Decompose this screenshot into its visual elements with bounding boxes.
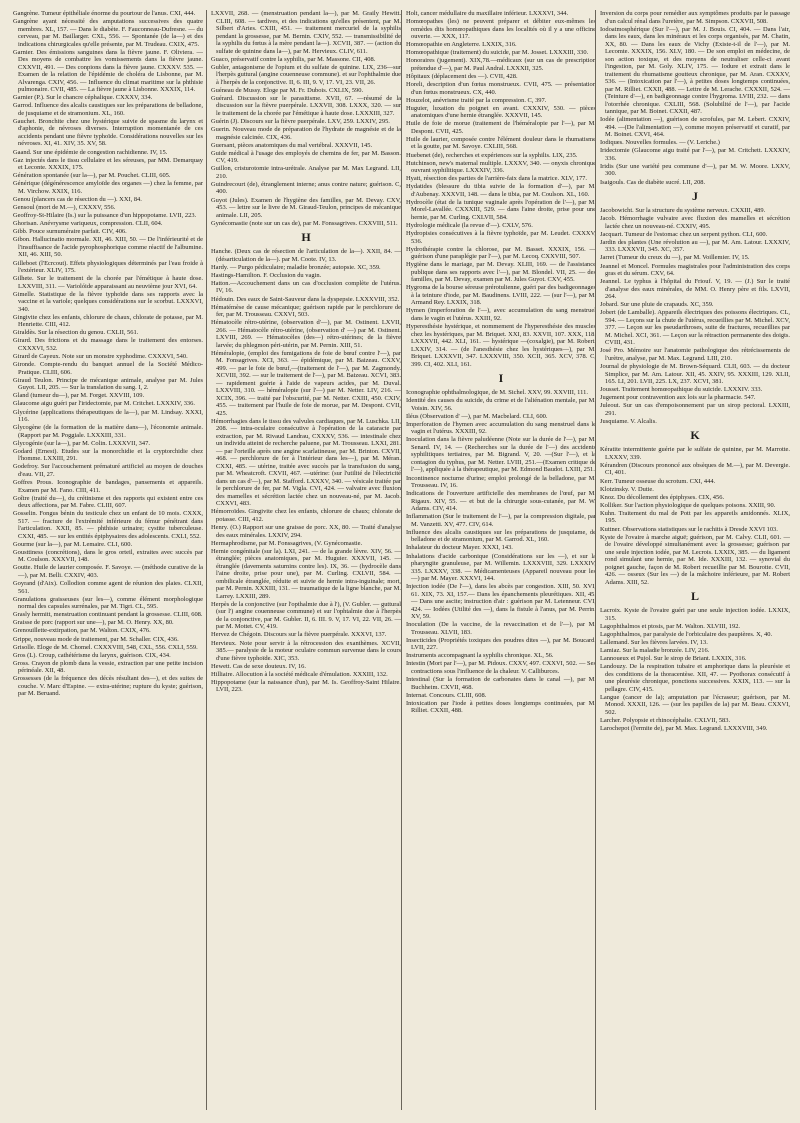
index-entry: Hardy. — Purgo pédiculaire; maladie bronzée; autopsie. XC, 359. — [211, 263, 381, 271]
index-entry: Huebenet (de), recherches et expériences sur la syphilis. LIX, 235. — [406, 151, 578, 159]
section-letter: L — [690, 589, 699, 604]
index-entry: Garnier (P.). Sur le chancre céphalique. CXXXV, 334. — [13, 94, 153, 102]
index-entry: Grossesses (de la fréquence des décès résultant des—), et des suites de couche. V. Marc d'Espine. — extra-utérine; rupture du kyste; guérison, par M. Beruand. — [13, 675, 203, 698]
index-entry: Homœopathique (traitement) du suicide, par M. Josset. LXXXIII, 330. — [406, 49, 589, 57]
index-entry: Gironde. Compte-rendu du banquet annuel de la Société Médico-Pratique. CLIII, 606. — [13, 361, 203, 376]
index-entry: Grippe, nouveau mode de traitement, par M. Schaller. CIX, 436. — [13, 635, 179, 643]
index-entry: Ghorisan. Anévrysme variqueux, compression. CLII, 604. — [13, 220, 163, 228]
index-entry: Larcher. Polyopsie et rhinocéphalie. CXLVII, 583. — [600, 716, 731, 724]
index-entry: Houzelot, anévrisme traité par la compression. C, 397. — [406, 96, 547, 104]
index-entry: Inoculation dans la fièvre paludéenne (Note sur la durée de l'—), par M. Senard. IV, 14. — (Recherches sur la durée de l'—) des accidents syphilitiques tertiaires, par M. Bigrand. V, 20. —(Sur l'—), et la contagion du typhus, par M. Netter. LVIII, 251.—(Examen critique de l'—), appliquée à la thérapeutique, par M. Edmond Baudot. LXIII, 251. — [406, 436, 596, 474]
index-entry: Hilliaire. Allocution à la société médicale d'émulation. XXXIII, 132. — [211, 670, 388, 678]
index-entry: Girard de Cayeux. Note sur un monstre xyphodime. CXXXVI, 540. — [13, 353, 188, 361]
index-entry: Hydropisies consécutives à la fièvre typhoïde, par M. Leudet. CXXXV, 536. — [406, 230, 596, 245]
index-entry: Honoraires (jugement). XIX,78.—médicaux (sur un cas de prescription prétendue d'—), par M. Paul Andral. LXXXII, 325. — [406, 57, 596, 72]
index-entry: Girard. Des frictions et du massage dans le traitement des entorses. CXXXVI, 532. — [13, 337, 203, 352]
index-entry: Guéneau de Mussy. Eloge par M. Fr. Dubois. CXLIX, 590. — [211, 86, 364, 94]
index-entry: Inversion du corps pour remédier aux symptômes produits par le passage d'un calcul rénal dans l'uretère, par M. Simpson. CXXVII, 508. — [600, 10, 790, 25]
index-entry: Iridectomie (Glaucome aigu traité par l'—), par M. Critchett. LXXXIV, 336. — [600, 147, 790, 162]
index-entry: Lagophthalmos, par paralysie de l'orbiculaire des paupières. X, 40. — [600, 630, 773, 638]
index-entry: Hastings-Hamilton. F. Occlusion du vagin. — [211, 271, 322, 279]
section-letter: H — [301, 230, 311, 245]
index-entry: Génération spontanée (sur la—), par M. Pouchet. CLIII, 605. — [13, 172, 171, 180]
index-entry: Kuhn. Traitement du mal de Pott par les appareils amidonnés. XLIX, 195. — [600, 509, 790, 525]
index-entry: Hatton.—Accouchement dans un cas d'occlusion complète de l'utérus. IV, 16. — [211, 279, 401, 295]
index-entry: Jeannel. Le typhus à l'hôpital du Friouf. V, 19. — (J.) Sur le traité d'analyse des eaux minérales, de MM. O. Henry père et fils. LXVII, 264. — [600, 278, 790, 301]
index-entry: Gros (L). Croup, cathétérisme du larynx, guérison. CIX, 434. — [13, 651, 171, 659]
index-entry: Holt, cancer médullaire du maxillaire inférieur. LXXXVI, 344. — [406, 10, 569, 17]
index-entry: Giraldès. Sur la résection du genou. CXLII, 561. — [13, 329, 139, 337]
index-entry: Gilhete. Sur le traitement de la chorée par l'émétique à haute dose. LXXVIII, 311. — Variolóide apparaissant au neuvième jour XVI, 64. — [13, 275, 203, 290]
section-letter: I — [498, 371, 504, 386]
index-entry: Jobard. Sur une pluie de crapauds. XC, 359. — [600, 301, 714, 309]
index-entry: Guaco, préservatif contre la syphilis, par M. Massone. CII, 408. — [211, 55, 376, 63]
index-entry: Iridis (Sur une variété peu commune d'—), par M. W. Moore. LXXV, 300. — [600, 162, 790, 178]
index-entry: Gland (tumeur du—), par M. Forget. XXVIII, 109. — [13, 392, 145, 400]
index-entry: Huguier, luxation du poignet en avant. CXXXIV, 530. — pièces anatomiques d'une hernie étranglée. XXXVII, 145. — [406, 104, 596, 120]
index-column-3 — [406, 10, 596, 1110]
index-entry: Kérandren (Discours prononcé aux obsèques de M.—), par M. Devergie. CI, 401. — [600, 461, 790, 477]
index-entry: Guérin (J). Discours sur la fièvre puerpérale. LXV, 259. LXXIV, 295. — [211, 117, 390, 125]
index-entry: Kuttner. Observations statistiques sur le rachitis à Dresde XXVI 103. — [600, 525, 778, 533]
index-entry: Jousset. Traitement homœopathique du suicide. LXXXIV. 333. — [600, 386, 763, 394]
index-entry: Internat. Concours. CLIII, 608. — [406, 691, 487, 699]
index-entry: Jacobowicht. Sur la structure du système nerveux. CXXIII, 489. — [600, 207, 766, 215]
index-entry: Lannoueux et Pujol. Sur le sirop de Briant. LXXIX, 316. — [600, 655, 747, 663]
index-entry: Genou (plancers cas de résection du —). XXI, 84. — [13, 195, 142, 203]
index-entry: Jarret (Tumeur du creux du —), par M. Voillemier. IV, 15. — [600, 254, 750, 262]
column-divider — [401, 10, 402, 1110]
index-column-2 — [211, 10, 401, 1110]
index-entry: Giraud Teulon. Principe de mécanique animale, analyse par M. Jules Guyot. LII, 205. — Sur la translation du sang. I, 2. — [13, 376, 203, 392]
index-entry: José Pro. Mémoire sur l'anatomie pathologique des rétrécissements de l'urètre, analyse, par M. Max. Legrand. LIII, 210. — [600, 347, 790, 362]
index-entry: Glycogène (de la formation de la matière dans—), l'économie animale. (Rapport par M. Poggiale. LXXXIII, 331. — [13, 424, 203, 439]
index-entry: Glycérine (applications thérapeutiques de la—), par M. Lindsay. XXXI, 116. — [13, 408, 203, 424]
index-entry: Lallemand. Sur les fièvres larvées. IV, 13. — [600, 638, 708, 646]
index-entry: Hédouin. Des eaux de Saint-Sauveur dans la dyspepsie. LXXXVIII, 352. — [211, 295, 400, 303]
index-entry: Jacob. Hémorrhagie vulvaire avec fluxion des mamelles et sécrétion lactée chez un nouveau-né. CXXIV, 495. — [600, 215, 790, 230]
index-entry: Kolliker. Sur l'action physiologique de quelques poisons. XXIII, 90. — [600, 501, 776, 509]
index-entry: Journal de physiologie de M. Brown-Séquard. CLII, 603. — du docteur Simplice, par M. Am. Latour. XII, 45. XXIV, 95. XXXIII, 129. XLII, 165. LI, 201. LVII, 225. LX, 237. XCVI, 381. — [600, 363, 790, 385]
index-entry: Grasly hermitt, menstruation continuant pendant la grossesse. CLIII, 608. — [13, 611, 203, 619]
index-entry: Guersant, pièces anatomiques du mal vertébral. XXXVII, 145. — [211, 141, 373, 149]
index-entry: Inhalateur du docteur Mayer. XXXI, 143. — [406, 544, 513, 552]
index-entry: Hématocèle rétro-utérine, (observation d'—), par M. Ostinent. LXVII, 266. — Hématocèle rétro-utérine, (observation d' —) par M. Ostinent. LXVIII, 269. — Hématocèles (des—) rétro-utérines; de la fièvre larvée; du phlegmon péri-utérin, par M. Pernin. XIII, 51. — [211, 319, 401, 349]
index-entry: Lagophthalmos et ptosis, par M. Walton. XLVIII, 192. — [600, 622, 741, 630]
index-entry: Hygiène dans le mariage, par M. Devay. XLIII, 169. — de l'assistance publique dans ses rapports avec l'—), par M. Blondel. VII, 25. — des familles, par M. Devay, examen par M. Jules Guyot. CXV, 455. — [406, 261, 596, 284]
index-entry: Hervieux. Note pour servir à la rétrocession des exanthèmes. XCVII, 385.— paralysie de la moteur oculaire commun survenue dans le cours d'une fièvre typhoïde. XIC, 353. — [211, 639, 401, 662]
index-entry: Hutchinson, new's maternal multiple. LXXXV, 340. — onyxis chronique ouvrant syphilitique. LXXXIV, 336. — [406, 159, 596, 175]
index-entry: Gensoul (mort de M.—), CXXXV, 556. — [13, 204, 116, 212]
index-entry: Gibon. Hallucinatio mormale. XII, 46. XIII, 50. — De l'inférieurité et de l'insuffisance de l'acide pyrophosphorique comme réactif de l'albumine. XII, 46. XIII, 50. — [13, 236, 203, 259]
index-entry: Hydrocèle (état de la tunique vaginale après l'opération de l'—), par M. Morel-Lavallée. CXXXIII, 529. — dans l'aine droite, prise pour une hernie, par M. Curling. CXLVII, 584. — [406, 198, 596, 221]
index-entry: Henry. (O.) Rapport sur une graisse de porc. XX, 80. — Traité d'analyse des eaux minérales. LXXIV, 294. — [211, 524, 401, 539]
index-entry: Geoffroy-St-Hilaire (Is.) sur la puissance d'un hippopotame. LVII, 223. — [13, 212, 197, 220]
index-entry: Inoculation (De la vaccine, de la revaccination et de l'—), par M. Trousseau. XLVII, 183. — [406, 621, 596, 636]
index-entry: Hewett. Cas de sexe douteux. IV, 16. — [211, 662, 306, 670]
index-entry: Homœopathie en Angleterre. LXXIX, 316. — [406, 41, 517, 49]
index-entry: Hémorrhagies dans le tissu des valvules cardiaques, par M. Luschka. LII, 208. — intra-oculaire consécutive à l'opération de la cataracte par extraction, par M. Rivaud Landrau, CXXXV, 536. — intestinale chez un individu atteint de recherche paluene, par M. Trousseau. LXXI, 281. — par l'orteille après une angine scarlatineuse, par M. Brinton. CXVII, 468. — perchlorure de fer à l'intérieur dans les—), par M. Méran. CXXI, 485. — utérine, traitée avec succès par la transfusion du sang, par M. Wheatcroft. CXVII, 467. —utérine: (sur l'utilité de l'électricité dans un cas d'—), par M. Stafford. LXXXV, 340. — vésicale traitée par le perchlorure de fer, par M. Vigla. CVI, 424. — valvaire avec fluxion des mamelles et sécrétion lactée chez un nouveau-né, par M. Jacob. CXXVI, 483. — [211, 417, 401, 508]
index-entry: Identité des causes du suicide, du crime et de l'aliénation mentale, par M. Voisin. XIV, 56. — [406, 397, 596, 412]
index-entry: Garrod. Influence des alcalis caustiques sur les préparations de belladone, de jusquiame et de stramonium. XL, 160. — [13, 102, 203, 117]
index-entry: Hyperesthésie hystérique, et nommement de l'hyperesthésie des muscles chez les hystériques, par M. Briquet. XXI, 83. XXVII, 107. XXX, 118. LXXXVII, 442. XLI, 161. — hystérique —(coxalgie), par M. Robert. LXXIV, 314. — (de l'anesthésie chez les hystériques—), par M. Briquet. LXXXVII, 347. LXXXVIII, 350. XCII, 365. XCV, 378. C, 399. CI, 402. XLI, 161. — [406, 323, 596, 368]
index-entry: Inhalations d'acide carbonique (Considérations sur les —), et sur la pharyngite granuleuse, par M. Willemin. LXXXVIII, 329. LXXXIV, 335. LXXXV, 338. — Médicamenteuses (Appareil nouveau pour les —) par M. Mayer. XXXVI, 144. — [406, 552, 596, 582]
index-entry: Gynécomastie (note sur un cas de), par M. Fonssagrives. CXXVIII, 511. — [211, 219, 398, 227]
index-entry: Gangrène ayant nécessité des amputations successives des quatre membres. XL, 157. — Dans le diabète. F. Fauconneau-Dufresne. — du cerveau, par M. Baillarger. CXL, 556. — Spontanée (de la—) et des indications chirurgicales qu'elle présente, par M. Trudeau. CXIX, 475. — [13, 18, 203, 48]
index-entry: Gubler, antagonisme de l'opium et du sulfate de quinine. LIX, 236—sur l'herpès guttural (angine couenneuse commune). et sur l'ophthalmie due à l'herpès de la conjonctive. II, 6. III, 9. V, 17. VI, 23. VII, 26. — [211, 63, 401, 86]
index-entry: Isaigouls. Cas de diabète sucré. LII, 208. — [600, 178, 706, 186]
index-entry: Grenouillette-extirpation, par M. Walton. CXIX, 476. — [13, 627, 151, 635]
index-entry: Intestin (Mort par l'—), par M. Pidoux. CXXV, 497. CXXVI, 502. — Ses contractions sous l'influence de la chaleur. V. Calliburces. — [406, 660, 596, 675]
index-entry: Hyatt, résection des parties de l'arrière-faix dans la matrice. XLV, 177. — [406, 175, 587, 183]
index-entry: Hydrothérapie contre la chlorose, par M. Basset. XXXIX, 156. — guérison d'une paraplégie par l'—), par M. Lecoq. CXXVIII, 507. — [406, 245, 596, 261]
index-entry: Lamiaz. Sur la maladie bronzée. LIV, 216. — [600, 647, 710, 654]
index-entry: Influence des alcalis caustiques sur les préparations de jusquiame, de belladone et de stramonium, par M. Garrod. XL, 160. — [406, 528, 596, 544]
index-entry: Juleout. Sur un cas d'empoisonnement par un sirop pectoral. LXXIII, 291. — [600, 402, 790, 417]
index-entry: Instruments accompagnant la syphilis chronique. XL, 56. — [406, 652, 554, 660]
index-entry: Incontinence nocturne d'urine; emploi prolongé de la belladone, par M. Trousseau. IV, 16. — [406, 474, 596, 490]
index-entry: Godefroy. Sur l'accouchement prématuré artificiel au moyen de douches d'eau. VII, 27. — [13, 463, 203, 478]
index-entry: Herpès de la conjonctive (sur l'opthalmie due à l'), (V. Gubler. — guttural (sur l') angine couenneuse commune) et sur l'ophtalmie due à l'herpès de la conjonctive, par M. Gubler. II, 6. III. 9. V, 17. VI, 22. VII, 26. — par M. Mottet. CV, 419. — [211, 600, 401, 631]
column-divider — [595, 10, 596, 1110]
index-entry: Larochepot (l'ermite de), par M. Max. Legrand. LXXXVIII, 349. — [600, 724, 768, 732]
index-entry: Iodée (alimentation —), guérison de scrofules, par M. Lebert. CXXIV, 494. —(De l'alimentation —), comme moyen préservatif et curatif, par M. Boinet. CXVI, 464. — [600, 116, 790, 139]
index-entry: Guyot (Jules). Examen de l'hygiène des familles, par M. Devay. CXV, 453. — lettre sur le livre de M. Giraud-Teulon, principes de mécanique animale. LII, 205. — [211, 196, 401, 219]
index-entry: Gaz injectés dans le tissu cellulaire et les séreuses, par MM. Demarquay et Leconte. XXXIX, 175. — [13, 156, 203, 172]
index-entry: Guérard. Discussion sur le parasitisme. XVII, 67. —résumé de la discussion sur la fièvre puerpérale. LXXVII, 308. LXXX, 320. — sur le traitement de la chorée par l'émétique à haute dose. LXXXIII, 327. — [211, 94, 401, 117]
index-entry: Garnier. Des émissions sanguines dans la fièvre jaune. F. Oliviera. — Des moyens de combattre les vomissements dans la fièvre jaune. CXXVII, 491. — Des conpions dans la fièvre jaune. CXXXV. 535. — Examen de la relation de l'épidémie de choléra de Lisbonne, par M. Alvarenga. CXIV, 456. — Influence du climat maritime sur la phthisie pulmonaire. CVII, 485. — La fièvre jaune à Lisbonne. XXXIX, 114. — [13, 48, 203, 94]
index-entry: Hémorroïdes. Gingivite chez les enfants, chlorure de chaux; chlorate de potasse. CIII, 412. — [211, 508, 401, 523]
index-entry: Lacroix. Kyste de l'ovaire guéri par une seule injection iodée. LXXIX, 315. — [600, 607, 790, 622]
index-entry: Jugement pour contravention aux lois sur la pharmacie. 547. — [600, 394, 756, 402]
index-entry: Granulations graisseuses (sur les—), comme élément morphologique normal des capsules surrénales, par M. Tigri. CL, 595. — [13, 595, 203, 611]
index-entry: Iodoatmosphérique (Sur l'—), par M. J. Bouis. CI, 404. — Dans l'air, dans les eaux, dans les minéraux et les corps organisés, par M. Chatin, XX, 80. — Dans les eaux de Vichy (Existe-t-il de l'—), par M. Lecomte. XXXIX, 156. XLV, 180. — De son emploi en médecine, de son action toxique, et des moyens de neutraliser celle-ci avant l'ingestion, par M. Goly. XLIV, 175. — Iodure et extrait dans le traitement du rhumatisme goutteux chronique, par M. Aran. CXXXV, 536. — (Intoxication par l'—), à petites doses longtemps continuées, par M. Rilliet. CXXII, 488. — Lettre de M. Lerache. CXXXII, 524. — (Teinture d'—), en badigeonnage contre l'hygroma. LVIII, 232. — dans l'otorrhée chronique. CXLIII, 568. (Solubilité de l'—), par l'acide tannique, par M. Boinet. CXXII, 487. — [600, 25, 790, 116]
index-entry: Gross. Crayon de plomb dans la vessie, extraction par une petite incision périnéale. XII, 48. — [13, 659, 203, 675]
index-entry: Hernie congénitale (sur la). LXI, 241. — de la grande lèvre. XIV, 56. — étranglée; pièces anatomiques, par M. Huguier. XXXVII, 145. — étranglée (davements saturnins contre les). IX, 36. — (hydrocèle dans l'aine droite, prise pour une), par M. Curling. CXLVII, 584. — ombilicale étranglée, réduite et suivie de hernie intra-inguinale; mort, par M. Pernin. XXXIII, 131. — traumatique de la ligne blanche, par M. Larrey. LXXIII, 289. — [211, 547, 401, 600]
index-entry: Imperforation de l'hymen avec accumulation du sang menstruel dans le vagin et l'utérus. XXXIII, 92. — [406, 420, 596, 436]
index-entry: Glycogénie (sur la—), par M. Colin. LXXXVII, 347. — [13, 439, 150, 447]
index-entry: Glaucome aigu guéri par l'iridectomie, par M. Critchet. LXXXIV, 336. — [13, 400, 195, 408]
index-entry: Jacquart. Tumeur de l'estomac chez un serpent python. CLI, 600. — [600, 230, 768, 238]
index-entry: Hymen (imperforation de l'—), avec accumulation du sang menstruel dans le vagin et l'utérus. XXIII, 92. — [406, 307, 596, 322]
index-entry: Indications de l'ouverture artificielle des membranes de l'œuf, par M. Rigaux. XIV, 55. — et but de la chirurgie sous-cutanée, par M. W. Adams. CIV, 414. — [406, 490, 596, 513]
index-entry: Gimelle. Statistique de la fièvre typhoïde dans ses rapports avec la vaccine et la variole; quelques considérations sur le scorbut. LXXXVI, 340. — [13, 290, 203, 313]
index-entry: Kératite intermittente guérie par le sulfate de quinine, par M. Marrotte. LXXXV, 339. — [600, 446, 790, 461]
section-letter: K — [690, 428, 700, 443]
index-entry: Goître (traité du—), du crétinisme et des rapports qui existent entre ces deux affections, par M. Fabre. CLIII, 607. — [13, 494, 203, 510]
index-entry: Klotzinsky. V. Dutie. — [600, 485, 654, 493]
index-entry: Hydrologie médicale (la revue d'—). CXLV, 576. — [406, 222, 533, 229]
index-entry: Hématémèse de cause mécanique; guérison rapide par le perchlorure de fer, par M. Trousseau. CXXVI, 503. — [211, 303, 401, 319]
index-column-4 — [600, 10, 790, 1110]
index-entry: Intoxication par l'iode à petites doses longtemps continuées, par M. Rilliet. CXXII, 488. — [406, 699, 596, 715]
index-entry: Goyrand (d'Aix). Collodion comme agent de réunion des plaies. CLXII, 561. — [13, 580, 203, 595]
index-entry: Jardin des plantes (Une révolution au —), par M. Am. Latour. LXXXIV, 333. LXXXVII, 345. XC, 357. — [600, 238, 790, 254]
index-entry: Guerin. Nouveau mode de préparation de l'hydrate de magnésie et de la magnésie calcinée. CIX, 436. — [211, 126, 401, 141]
index-entry: Guindrecourt (de), étranglement interne; anus contre nature; guérison. C, 400. — [211, 180, 401, 196]
index-entry: Langue (cancer de la); amputation par l'écraseur; guérison, par M. Monod. XXXII, 126. — (sur les papilles de la) par M. Beau. CXXVI, 502. — [600, 693, 790, 716]
index-entry: Goffres Prous. Iconographie de bandages, pansements et appareils. Examen par M. Fano. CIII, 411. — [13, 479, 203, 494]
index-entry: Gauchet. Bronchite chez une hystérique suivie de spasme du larynx et d'aphonie, de névroses diverses. Interruption momentanée de ces accidents pendant une fièvre typhoïde. Considérations nouvelles sur les névroses. XI, 41. XIV, 35. XV, 58. — [13, 117, 203, 148]
index-entry: Gibb. Pouce surnuméraire parfait. CIV, 406. — [13, 228, 127, 236]
index-entry: Générique (dégénérescence amyloïde des organes —) chez la femme, par M. Virchow. XXIX, 116. — [13, 180, 203, 195]
index-entry: Jeannel et Moncel. Formules magistrales pour l'administration des corps gras et du sérum. CXV, 64. — [600, 262, 790, 278]
index-column-1 — [13, 10, 203, 1110]
index-entry: Hermaphrodisme, par M. Fonssagrives, (V. Gynécomastie. — [211, 539, 363, 547]
index-entry: Héméralopie, (emploi des fumigations de foie de bœuf contre l'—), par M. Fonsagrives. XCI, 363. — épidémique, par M. Baizeau. CXXV, 499. — par le foie de bœuf,—(traitement de l'—), par M. Zagmondy. XCVIII, 392. — sur le traitement de l'—), par M. Baizeau. XCVI, 383. — rapidement guérie à l'aide de vapeurs acides, par M. Duval. LXXVIII, 310. — héméralopie (sur l'—) par M. Netter. LIV, 216. — XCIX, 396. — traité par l'obscurité, par M. Netter. CXIII, 450. CXIV, 455. — traitement par l'huile de foie de morue, par M. Despont. CVII, 425. — [211, 349, 401, 417]
index-entry: Gilleboet (l'Ecrcout). Effets physiologiques déterminés par l'eau froide à l'extérieur. XLIV, 175. — [13, 259, 203, 274]
index-entry: Insecticides (Propriétés toxiques des poudres dites —), par M. Boucard. LVII, 227. — [406, 636, 596, 652]
index-entry: Intestinal (Sur la formation de carbonates dans le canal —), par M. Buchheim. CXVII, 468. — [406, 676, 596, 691]
index-entry: LXXVII, 268. — (menstruation pendant la—), par M. Graily Hewitt. CLIII, 608. — tardives, et des indications qu'elles présentent, par M. Silbert d'Aries. CXIII, 451. — traitement mercuriel de la syphilis pendant la grossesse, par M. Bernin. CXIV, 552. — transmissibilité de la syphilis du fœtus à la mère pendant la—). XCVII, 387. — (action du sulfate de quinine dans la—), par M. Hervieux. CLIV, 611. — [211, 10, 401, 55]
index-entry: Hydatides (blessure du tibia suivie de la formation d'—), par M. d'Aubenay. XXXVII, 148. — dans le tibia, par M. Coulson. XL, 160. — [406, 183, 596, 198]
index-entry: Landouzy. De la respiration tubaire et amphorique dans la pleurésie et des conditions de la thoracentèse. XII, 47. — Pyothorax consécutif à une pleurésie chronique, ponctions successives. XXIX, 113. — sur la pellagre. CIV, 415. — [600, 663, 790, 693]
index-entry: Gangrène. Tumeur épithéliale énorme du pourtour de l'anus. CXI, 444. — [13, 10, 196, 17]
index-entry: Iléus (Observation d' —), par M. Macbelard. CLI, 600. — [406, 412, 548, 420]
index-entry: Huile de laurier, composée contre l'élément douleur dans le rhumatisme et la goutte, par M. Savoye. CXLIII, 568. — [406, 135, 596, 151]
column-divider — [206, 10, 207, 1110]
index-entry: Gousttiness (concrétions), dans le gros orteil, extraites avec succès par M. Coulson. XXXVII, 148. — [13, 548, 203, 564]
index-entry: Iconographie ophthalmologique, de M. Sichel. XXV, 99. XXVIII, 111. — [406, 389, 588, 397]
index-entry: Knoz. Du décollement des épiphyses. CIX, 456. — [600, 493, 725, 501]
index-entry: Grisolle. Eloge de M. Chomel. CXXXVIII, 548, CXL, 556. CXLI, 559. — [13, 643, 198, 651]
index-entry: Homœopathes (les) ne peuvent préparer et débiter eux-mêmes les remèdes dits homœopathiques dans les localités où il y a une officine ouverte. — XXX, 117. — [406, 18, 596, 41]
index-entry: Gosselin. Fongus bénin du testicule chez un enfant de 10 mois. CXXX, 517. — fracture de l'extrémité inférieure du fémur pénétrant dans l'articulation. XXII, 85. — phthisie urinaire; cystite tuberculeuse. CXXI, 485. — sur les entités épiphysaires des adolescents. CXLI, 552. — [13, 510, 203, 540]
index-entry: Hippopotame (sur la naissance d'un), par M. Is. Geoffroy-Saint Hilaire. LVII, 223. — [211, 678, 401, 694]
index-entry: Gourme (sur la—), par M. Lemaire. CLI, 600. — [13, 540, 133, 548]
index-entry: Guillon, cristurotomie intra-urétrale. Analyse par M. Max Legrand. LII, 210. — [211, 165, 401, 180]
index-entry: Goutte. Huile de laurier composée. F. Savoye. — (méthode curative de la—), par M. Belli. CXXIV, 403. — [13, 564, 203, 579]
index-entry: Gingivite chez les enfants, chlorure de chaux, chlorate de potasse, par M. Henriette. CIII, 412. — [13, 313, 203, 329]
index-entry: Hygroma de la bourse séreuse prérotulienne, guéri par des badigeonnages à la teinture d'iode, par M. Baudinens. LVIII, 222. — (sur l'—), par M. Armand Rey. LXXIX, 318. — [406, 284, 596, 307]
index-entry: Horeli, description d'un fœtus monstrueux. CVII, 475. — présentation d'un fœtus monstrueux. CX, 440. — [406, 81, 596, 96]
index-entry: Godard (Ernest). Etudes sur la monorchidie et la cryptorchidie chez l'homme. LXXIII, 291. — [13, 447, 203, 463]
index-entry: Hanche. (Deux cas de résection de l'articulation de la—). XXII, 84. — (désarticulation de la—). par M. Coote. IV, 13. — [211, 248, 401, 263]
index-entry: Hervez de Chégoin. Discours sur la fièvre puerpérale. XXXVI, 137. — [211, 631, 387, 639]
index-entry: Jusquiame. V. Alcalis. — [600, 417, 657, 425]
index-entry: Jobert (de Lamballe). Appareils électriques des poissons électriques. CL, 594. — Leçons sur la chute de l'utérus, recueillies par M. Michel. XCV, 377. — Leçon sur les pseudarthroses, suite de fractures, recueillies par M. Michel. XCI, 361. — Leçon sur la rétraction permanente des doigts. CVIII, 431. — [600, 309, 790, 347]
index-entry: Kerr. Tumeur osseuse du scrotum. CXI, 444. — [600, 477, 716, 485]
index-entry: Hôpitaux (déplacement des —). CVII, 428. — [406, 72, 518, 80]
index-entry: Gaand. Sur une épidémie de congestion rachidienne. IV, 15. — [13, 148, 168, 156]
index-entry: Kyste de l'ovaire à marche aiguë; guérison, par M. Calvy. CLII, 601. — de l'ovaire développé simultanément avec la grossesse; guérison par une seule injection iodée, par M. Lecrois. LXXIX, 385. — du ligament rond simulant une hernie, par M. Ide. XXXIII, 132. — synovial du poignet gauche, façon de M. Robert recueillie par M. Bourotte. CVII, 426. — osseux (Sur les —) de la mâchoire inférieure, par M. Robert Adams. XIII, 52. — [600, 533, 790, 586]
index-entry: Iodiques. Nouvelles formules. — (V. Leriche.) — [600, 139, 720, 147]
section-letter: J — [692, 189, 698, 204]
index-entry: Injection iodée (De l'—), dans les abcès par congestion. XIII, 50. XVI, 61. XIX, 73. XI, 157.— Dans les épanchements pleurétiques. XII, 45. — Dans une ascite; instruction d'air : guérison par M. Letenneur. CVI, 424. — Iodées (Utilité des —), dans la fistule à l'anus, par M. Perrin. XV, 59. — [406, 583, 596, 621]
index-entry: Huile de foie de morue (traitement de l'héméralopie par l'—), par M. Despont. CVII, 425. — [406, 120, 596, 135]
index-entry: Graisse de porc (rapport sur une—), par M. O. Henry. XX, 80. — [13, 619, 174, 627]
index-entry: Guide médical à l'usage des employés de chemins de fer, par M. Basson. CV, 419. — [211, 149, 401, 165]
index-entry: Inflammation (Sur le traitement de l'—), par la compression digitale, par M. Vanzetti. XV, 477. CIV, 614. — [406, 513, 596, 528]
